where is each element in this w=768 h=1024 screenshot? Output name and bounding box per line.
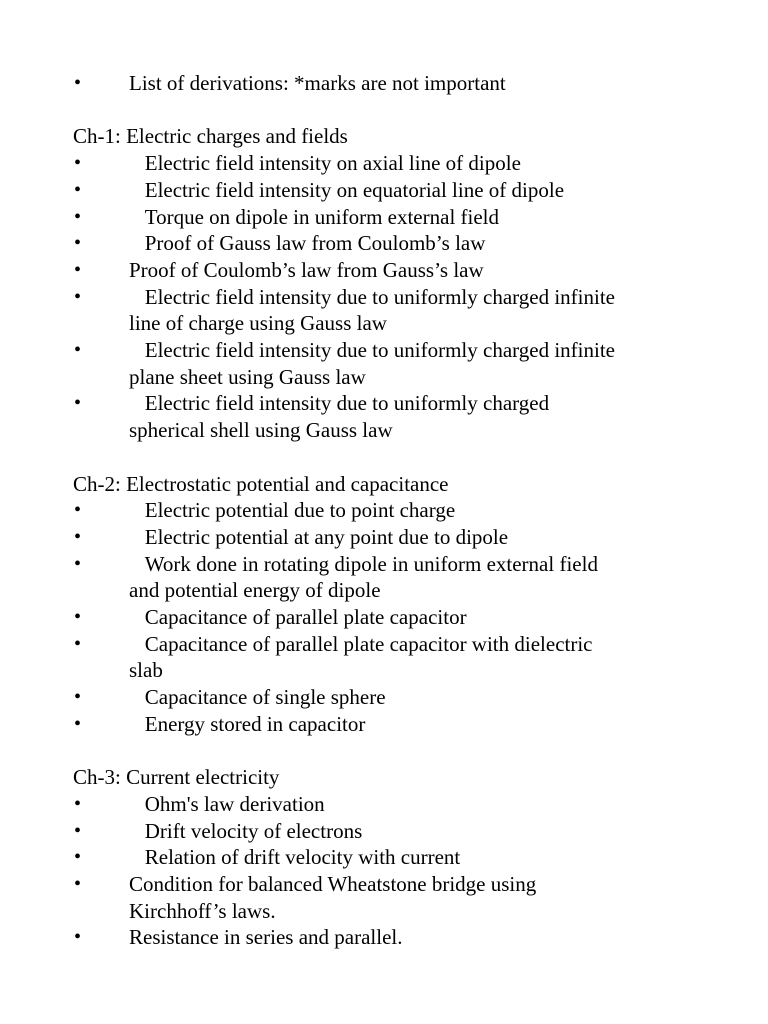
bullet-marker: •	[74, 873, 82, 895]
list-item-text: Ohm's law derivation	[129, 791, 325, 816]
bullet-marker: •	[74, 552, 82, 575]
list-item-text: Capacitance of parallel plate capacitor with dielectric	[129, 631, 593, 656]
section-heading: Ch-1: Electric charges and fields	[73, 124, 348, 149]
list-item-text: Electric field intensity on equatorial line of dipole	[129, 177, 565, 202]
list-item-text: slab	[129, 658, 163, 683]
list-item-text: Proof of Gauss law from Coulomb’s law	[129, 231, 486, 256]
bullet-marker: •	[74, 205, 82, 228]
list-item-text: Torque on dipole in uniform external field	[129, 204, 500, 229]
bullet-marker: •	[74, 392, 82, 415]
bullet-marker: •	[74, 499, 82, 522]
bullet-marker: •	[74, 819, 82, 842]
bullet-marker: •	[74, 72, 82, 94]
list-item-text: Electric field intensity due to uniformly charged	[129, 391, 550, 416]
bullet-marker: •	[74, 339, 82, 361]
bullet-marker: •	[74, 712, 82, 735]
bullet-marker: •	[74, 686, 82, 709]
list-item-text: Energy stored in capacitor	[129, 711, 366, 736]
bullet-marker: •	[74, 606, 82, 628]
section-heading: Ch-2: Electrostatic potential and capacitance	[73, 471, 449, 496]
bullet-marker: •	[74, 258, 82, 281]
list-item-text: line of charge using Gauss law	[129, 311, 387, 336]
list-item-text: Resistance in series and parallel.	[129, 925, 403, 950]
bullet-marker: •	[74, 285, 82, 308]
section-heading: Ch-3: Current electricity	[73, 765, 280, 790]
list-item-text: Work done in rotating dipole in uniform external field	[129, 551, 598, 576]
list-item-text: Electric field intensity due to uniformly charged infinite	[129, 284, 615, 309]
bullet-marker: •	[74, 926, 82, 949]
list-item-text: Capacitance of single sphere	[129, 685, 386, 710]
bullet-marker: •	[74, 846, 82, 869]
list-item-text: Capacitance of parallel plate capacitor	[129, 605, 467, 629]
list-item-text: Drift velocity of electrons	[129, 818, 363, 843]
intro-text: List of derivations: *marks are not important	[129, 71, 506, 95]
bullet-marker: •	[74, 525, 82, 548]
list-item-text: Electric potential due to point charge	[129, 498, 456, 523]
list-item-text: spherical shell using Gauss law	[129, 418, 393, 443]
list-item-text: Kirchhoff’s laws.	[129, 898, 276, 923]
list-item-text: Electric field intensity due to uniformly charged infinite	[129, 338, 615, 362]
bullet-marker: •	[74, 152, 82, 175]
list-item-text: Condition for balanced Wheatstone bridge using	[129, 872, 537, 896]
list-item-text: Electric potential at any point due to dipole	[129, 524, 509, 549]
bullet-marker: •	[74, 178, 82, 201]
bullet-marker: •	[74, 792, 82, 815]
list-item-text: Relation of drift velocity with current	[129, 845, 461, 870]
bullet-marker: •	[74, 232, 82, 255]
list-item-text: and potential energy of dipole	[129, 578, 381, 603]
list-item-text: Proof of Coulomb’s law from Gauss’s law	[129, 257, 484, 282]
list-item-text: Electric field intensity on axial line of dipole	[129, 151, 521, 176]
bullet-marker: •	[74, 632, 82, 655]
list-item-text: plane sheet using Gauss law	[129, 364, 366, 389]
